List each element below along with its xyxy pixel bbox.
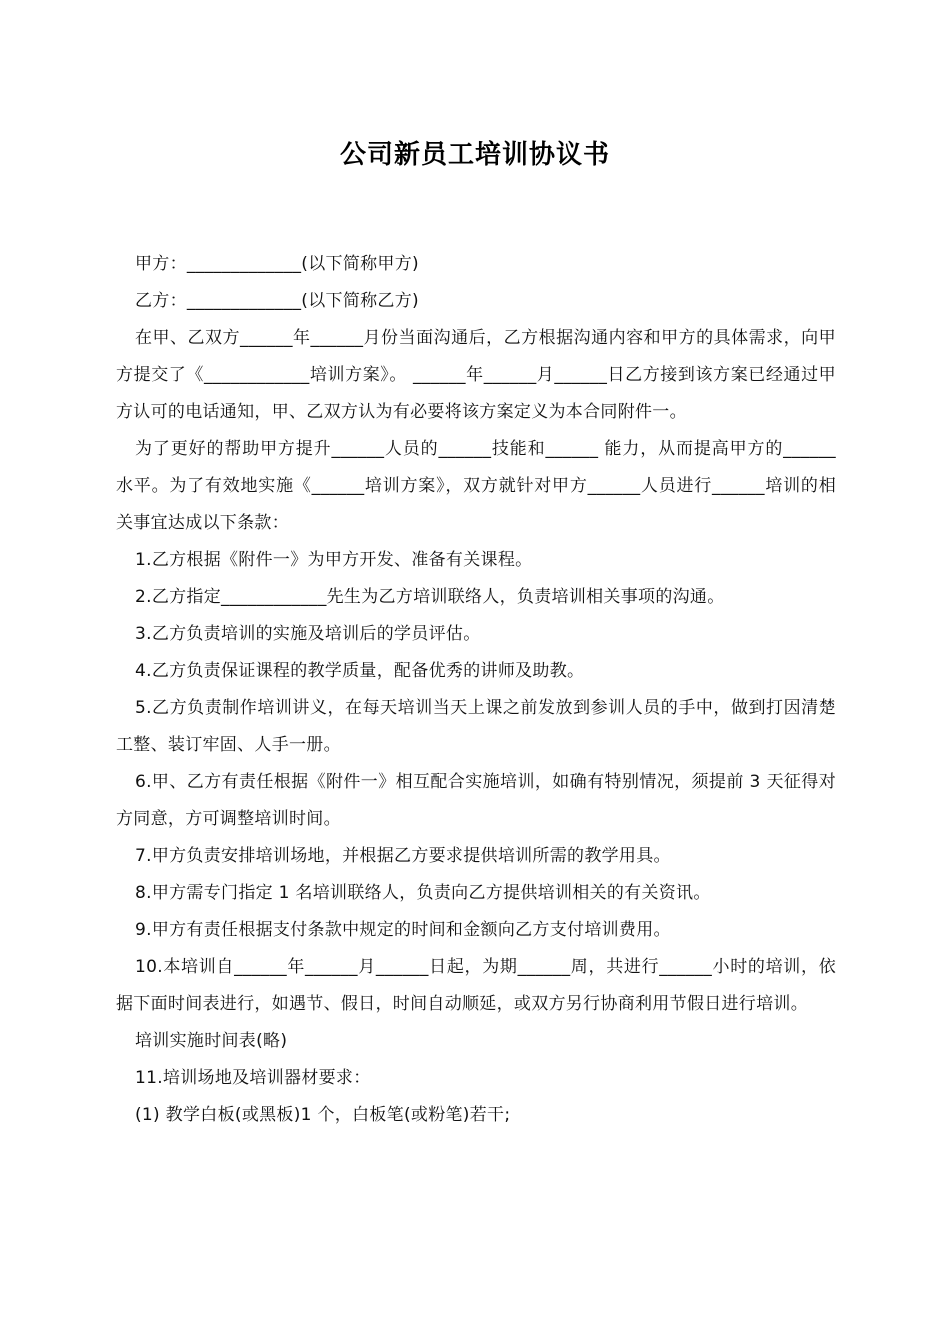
schedule-note: 培训实施时间表(略) <box>135 1031 288 1051</box>
intro-paragraph: 在甲、乙双方______年______月份当面沟通后，乙方根据沟通内容和甲方的具体需求，向甲方提交了《____________培训方案》。 ______年______月______日乙方接到该方案已经通过甲方认可的电话通知，甲、乙双方认为有必要将该方案定义为本合同附件一。 <box>116 328 836 422</box>
document-title: 公司新员工培训协议书 <box>339 140 610 170</box>
clause-2: 2.乙方指定____________先生为乙方培训联络人，负责培训相关事项的沟通。 <box>135 587 725 607</box>
purpose-paragraph: 为了更好的帮助甲方提升______人员的______技能和______ 能力，从而提高甲方的______水平。为了有效地实施《______培训方案》，双方就针对甲方______人员进行______培训的相关事宜达成以下条款： <box>116 439 836 533</box>
clause-5: 5.乙方负责制作培训讲义，在每天培训当天上课之前发放到参训人员的手中，做到打因清楚工整、装订牢固、人手一册。 <box>116 698 836 755</box>
party-a-line: 甲方：_____________(以下简称甲方) <box>135 254 419 274</box>
clause-8: 8.甲方需专门指定 1 名培训联络人，负责向乙方提供培训相关的有关资讯。 <box>135 883 711 903</box>
clause-9: 9.甲方有责任根据支付条款中规定的时间和金额向乙方支付培训费用。 <box>135 920 671 940</box>
clause-11: 11.培训场地及培训器材要求： <box>135 1068 371 1088</box>
clause-7: 7.甲方负责安排培训场地，并根据乙方要求提供培训所需的教学用具。 <box>135 846 671 866</box>
clause-1: 1.乙方根据《附件一》为甲方开发、准备有关课程。 <box>135 550 533 570</box>
clause-11-item-1: (1) 教学白板(或黑板)1 个，白板笔(或粉笔)若干; <box>135 1105 511 1125</box>
clause-4: 4.乙方负责保证课程的教学质量，配备优秀的讲师及助教。 <box>135 661 585 681</box>
document-body <box>116 246 836 1134</box>
clause-6: 6.甲、乙方有责任根据《附件一》相互配合实施培训，如确有特别情况，须提前 3 天征得对方同意，方可调整培训时间。 <box>116 772 836 829</box>
clause-3: 3.乙方负责培训的实施及培训后的学员评估。 <box>135 624 481 644</box>
clause-10: 10.本培训自______年______月______日起，为期______周，共进行______小时的培训，依据下面时间表进行，如遇节、假日，时间自动顺延，或双方另行协商利用节假日进行培训。 <box>116 957 836 1014</box>
party-b-line: 乙方：_____________(以下简称乙方) <box>135 291 419 311</box>
